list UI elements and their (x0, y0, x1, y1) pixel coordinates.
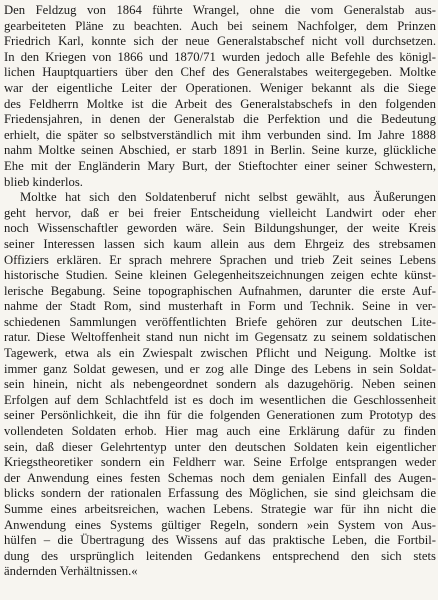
text-line: Friedrich Karl, konnte sich der neue Generalstabschef nicht voll durchsetzen. (4, 34, 436, 49)
text-line: blicks sondern der rationalen Erfassung des Möglichen, sie sind gleichsam die (4, 486, 436, 501)
text-line: Den Feldzug von 1864 führte Wrangel, ohne die vom Generalstab aus- (4, 3, 436, 17)
text-line: Ehe mit der Engländerin Mary Burt, der Stieftochter einer seiner Schwestern, (4, 158, 436, 173)
text-line: schiedenen Sammlungen veröffentlichten Briefe gehören zur deutschen Lite- (4, 314, 436, 329)
paragraph-1 (4, 3, 436, 190)
text-line: Friedensjahren, in denen der Generalstab die Perfektion und die Bedeutung (4, 112, 436, 127)
text-line: dung des ursprünglich leitenden Gedankens entsprechend den sich stets (4, 548, 436, 563)
text-line: lerische Begabung. Seine topographischen Aufnahmen, darunter die erste Auf- (4, 283, 436, 298)
text-line: nahme der Stadt Rom, sind musterhaft in Form und Technik. Seine in ver- (4, 299, 436, 314)
paragraph-2 (4, 190, 436, 580)
text-line: sein hinein, nicht als nebengeordnet sondern als dazugehörig. Neben seinen (4, 377, 436, 392)
text-line: vollendeten Soldaten erhob. Hier mag auch eine Erklärung dafür zu finden (4, 424, 436, 439)
text-line: war der eigentliche Leiter der Operationen. Weniger bekannt als die Siege (4, 80, 436, 95)
text-line: seiner Persönlichkeit, die ihn für die folgenden Generationen zum Prototyp des (4, 408, 436, 423)
text-line: Kriegstheoretiker sondern ein Feldherr war. Seine Erfolge entsprangen weder (4, 455, 436, 470)
text-line: In den Kriegen von 1866 und 1870/71 wurden jedoch alle Befehle des königl- (4, 49, 436, 64)
text-line: erhielt, die später so selbstverständlich mit ihm verbunden sind. Im Jahre 1888 (4, 127, 436, 142)
text-line: der Anwendung eines festen Schemas noch dem genialen Einfall des Augen- (4, 470, 436, 485)
text-line: noch Wissenschaftler geworden wäre. Sein Bildungshunger, der weite Kreis (4, 221, 436, 236)
text-line: seiner Interessen lassen sich kaum allein aus dem Ehrgeiz des strebsamen (4, 236, 436, 251)
text-line: Anwendung eines Systems gültiger Regeln, sondern »ein System von Aus- (4, 517, 436, 532)
text-line: sein, daß dieser Gelehrtentyp unter den deutschen Soldaten kein eigentlicher (4, 439, 436, 454)
text-line: Offiziers erklären. Er sprach mehrere Sprachen und trieb Zeit seines Lebens (4, 252, 436, 267)
text-line: gearbeiteten Pläne zu beachten. Auch bei seinem Nachfolger, dem Prinzen (4, 18, 436, 33)
text-line: nahm Moltke seinen Abschied, er starb 1891 in Berlin. Seine kurze, glückliche (4, 143, 436, 158)
text-line: historische Studien. Seine kleinen Gelegenheitszeichnungen zeigen echte künst- (4, 268, 436, 283)
text-line: Tagewerk, etwa als ein Zwiespalt zwischen Pflicht und Neigung. Moltke ist (4, 346, 436, 361)
text-line: Summe eines arbeitsreichen, wachen Lebens. Strategie war für ihn nicht die (4, 502, 436, 516)
text-line: ratur. Diese Weltoffenheit stand nun nicht im Gegensatz zu seinem soldatischen (4, 330, 436, 345)
text-line: lichen Hauptquartiers über den Chef des Generalstabes weitergegeben. Moltke (4, 65, 436, 80)
text-line: des Feldherrn Moltke ist die Arbeit des Generalstabschefs in den folgenden (4, 96, 436, 111)
text-line: blieb kinderlos. (4, 174, 83, 189)
text-line: ändernden Verhältnissen.« (4, 564, 138, 579)
text-line: Erfolgen auf dem Schlachtfeld ist es doch im wesentlichen die Geschlossenheit (4, 392, 436, 407)
text-line: geht hervor, daß er bei freier Entscheidung vielleicht Landwirt oder eher (4, 205, 436, 220)
text-line: hülfen – die Übertragung des Wissens auf das praktische Leben, die Fortbil- (4, 533, 436, 548)
text-line: Moltke hat sich den Soldatenberuf nicht selbst gewählt, aus Äußerungen (20, 190, 436, 205)
text-line: immer ganz Soldat gewesen, und er zog alle Dinge des Lebens in sein Soldat- (4, 361, 436, 376)
